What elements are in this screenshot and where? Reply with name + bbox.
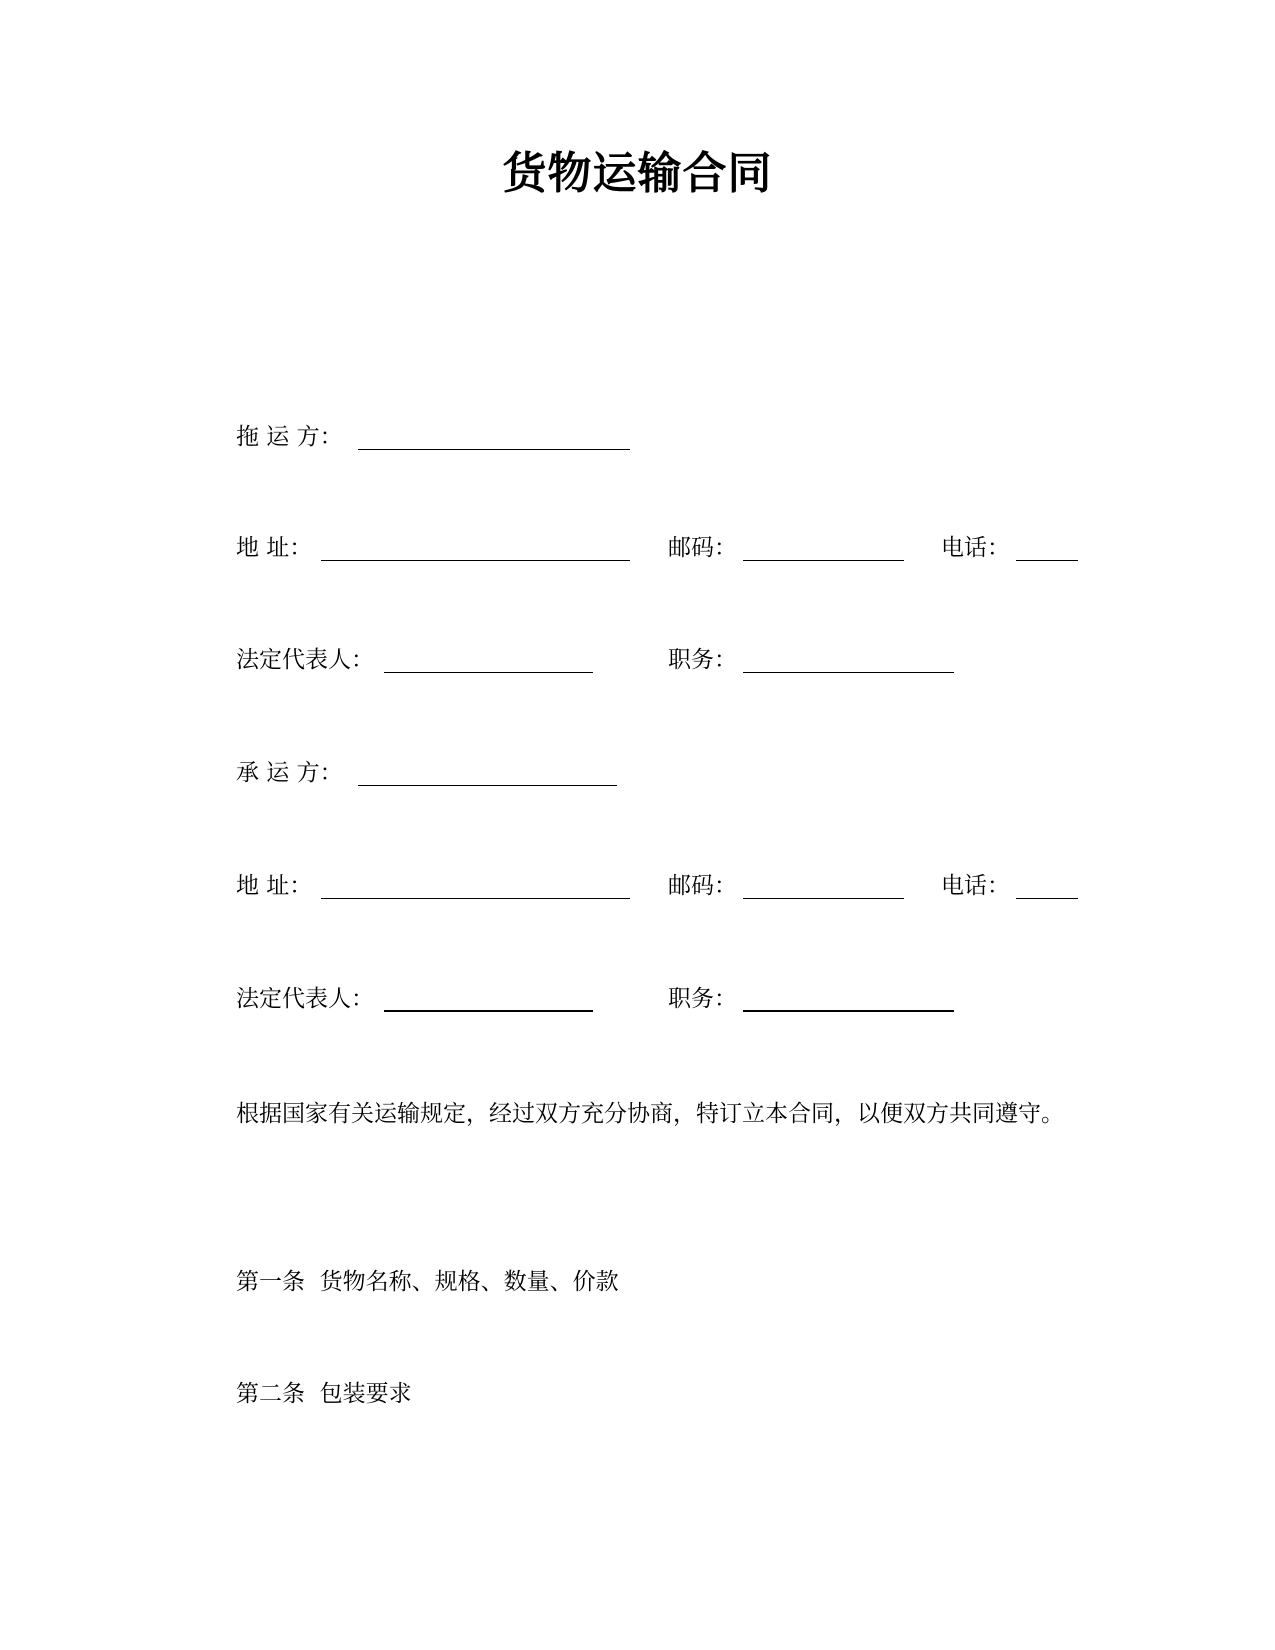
clause-1 bbox=[236, 1264, 619, 1300]
shipper-postcode-label: 邮码： bbox=[668, 535, 737, 561]
carrier-legal-rep-label: 法定代表人： bbox=[236, 986, 374, 1012]
carrier-address-label: 地 址： bbox=[236, 873, 313, 899]
shipper-position-blank[interactable] bbox=[743, 672, 954, 673]
shipper-address-label: 地 址： bbox=[236, 535, 313, 561]
shipper-name-row bbox=[236, 419, 636, 455]
shipper-legal-rep-blank[interactable] bbox=[384, 672, 593, 673]
shipper-address-blank[interactable] bbox=[321, 560, 630, 561]
carrier-rep-row bbox=[236, 981, 1086, 1017]
carrier-name-blank[interactable] bbox=[358, 785, 617, 786]
carrier-name-label: 承 运 方： bbox=[236, 760, 343, 786]
carrier-address-row bbox=[236, 868, 1086, 904]
document-title: 货物运输合同 bbox=[502, 148, 773, 199]
shipper-postcode-blank[interactable] bbox=[743, 560, 904, 561]
shipper-name-label: 拖 运 方： bbox=[236, 424, 343, 450]
shipper-name-blank[interactable] bbox=[358, 449, 630, 450]
carrier-postcode-label: 邮码： bbox=[668, 873, 737, 899]
shipper-address-row bbox=[236, 530, 1086, 566]
carrier-phone-label: 电话： bbox=[941, 873, 1010, 899]
shipper-rep-row bbox=[236, 642, 1086, 678]
clause-2-text: 包装要求 bbox=[319, 1381, 412, 1407]
carrier-position-label: 职务： bbox=[668, 986, 737, 1012]
shipper-phone-blank[interactable] bbox=[1016, 560, 1078, 561]
carrier-position-blank[interactable] bbox=[743, 1010, 954, 1012]
clause-1-number: 第一条 bbox=[236, 1269, 305, 1295]
carrier-name-row bbox=[236, 755, 636, 791]
clause-2-number: 第二条 bbox=[236, 1381, 305, 1407]
shipper-position-label: 职务： bbox=[668, 647, 737, 673]
carrier-legal-rep-blank[interactable] bbox=[384, 1010, 593, 1012]
carrier-phone-blank[interactable] bbox=[1016, 898, 1078, 899]
preamble-paragraph: 根据国家有关运输规定，经过双方充分协商，特订立本合同，以便双方共同遵守。 bbox=[236, 1101, 1064, 1127]
shipper-phone-label: 电话： bbox=[941, 535, 1010, 561]
carrier-address-blank[interactable] bbox=[321, 898, 630, 899]
clause-1-text: 货物名称、规格、数量、价款 bbox=[319, 1269, 619, 1295]
carrier-postcode-blank[interactable] bbox=[743, 898, 904, 899]
clause-2 bbox=[236, 1376, 412, 1412]
shipper-legal-rep-label: 法定代表人： bbox=[236, 647, 374, 673]
